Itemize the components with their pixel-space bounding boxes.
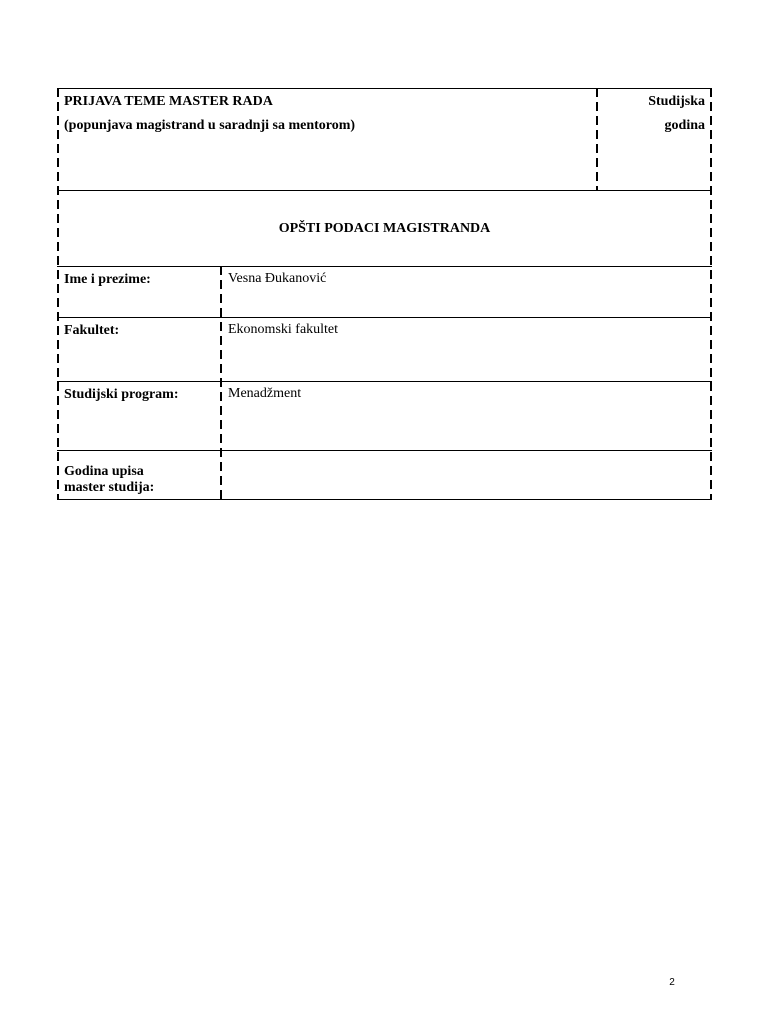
row-divider-3 (57, 450, 712, 451)
section-heading: OPŠTI PODACI MAGISTRANDA (278, 221, 491, 236)
header-bottom-border (57, 190, 712, 191)
header-column-divider (596, 88, 598, 190)
row-divider-1 (57, 317, 712, 318)
study-year-label-line2: godina (664, 118, 705, 133)
study-program-label: Studijski program: (64, 387, 179, 402)
table-top-border (57, 88, 712, 89)
form-title: PRIJAVA TEME MASTER RADA (64, 94, 273, 109)
page-number: 2 (669, 977, 675, 988)
form-subtitle: (popunjava magistrand u saradnji sa mentorom) (64, 118, 356, 133)
full-name-label: Ime i prezime: (64, 272, 151, 287)
study-year-label-line1: Studijska (648, 94, 705, 109)
faculty-label: Fakultet: (64, 323, 120, 338)
section-heading-bottom-border (57, 266, 712, 267)
table-bottom-border (57, 499, 712, 500)
enrollment-year-label-line1: Godina upisa (64, 464, 144, 479)
label-column-divider (220, 266, 222, 500)
study-program-value: Menadžment (228, 386, 302, 401)
master-thesis-application-form (57, 88, 712, 500)
enrollment-year-label-line2: master studija: (64, 480, 155, 495)
row-divider-2 (57, 381, 712, 382)
full-name-value: Vesna Đukanović (228, 271, 327, 286)
faculty-value: Ekonomski fakultet (228, 322, 339, 337)
table-right-border (710, 88, 712, 500)
table-left-border (57, 88, 59, 500)
